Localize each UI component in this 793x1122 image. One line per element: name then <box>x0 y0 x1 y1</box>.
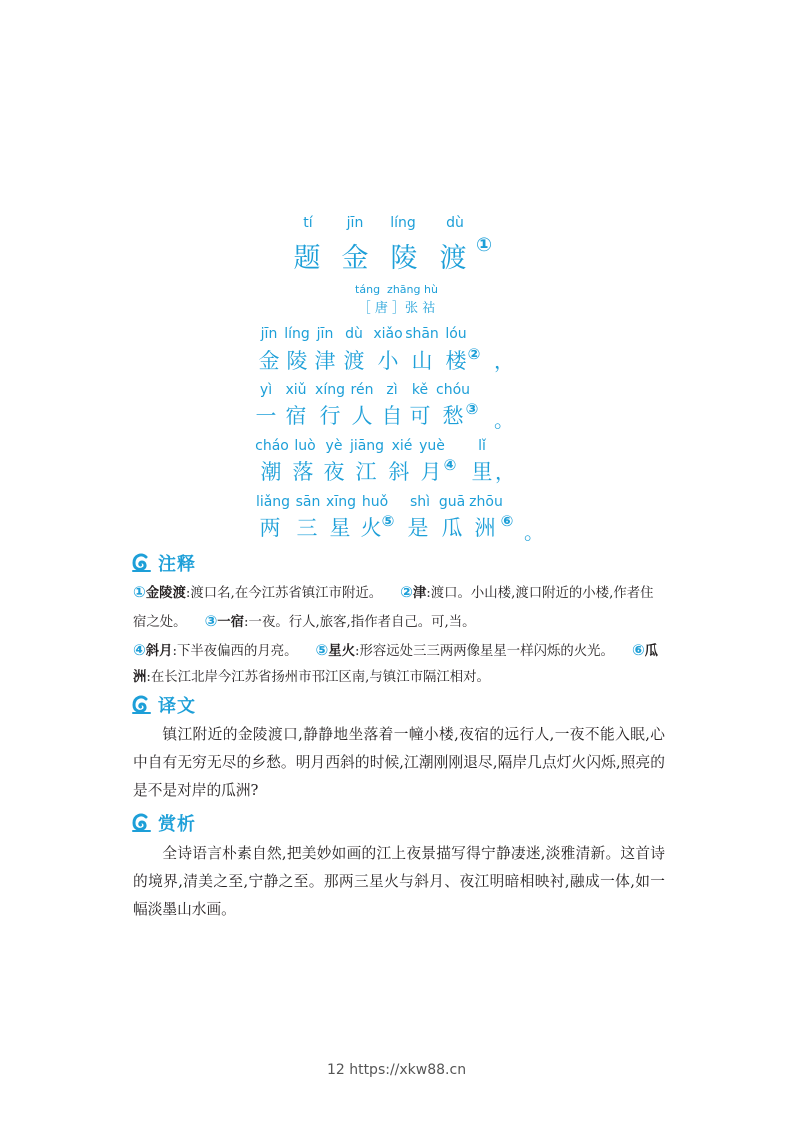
poem-char: 里 <box>471 460 493 484</box>
note-text: :渡口名,在今江苏省镇江市附近。 <box>185 586 383 601</box>
poem-author: ［ 唐 ］张 祜 <box>357 301 436 316</box>
pinyin: jiāng <box>349 438 385 454</box>
note-number: ② <box>400 583 413 601</box>
note-item <box>204 611 476 630</box>
note-text: :一夜。行人,旅客,指作者自己。可,当。 <box>244 614 476 630</box>
note-number: ⑥ <box>631 640 645 659</box>
pinyin: chóu <box>435 382 471 398</box>
notes-heading <box>130 551 196 575</box>
pinyin: cháo <box>255 438 289 454</box>
notes-list <box>133 579 665 692</box>
pinyin: rén <box>350 382 374 398</box>
note-marker: ④ <box>443 456 457 474</box>
poem-line-3 <box>0 456 793 486</box>
pinyin: dù <box>345 326 363 342</box>
note-marker: ① <box>476 234 493 256</box>
pinyin: shì <box>409 494 431 510</box>
poem-char: 可 <box>409 404 431 428</box>
poem-char: 潮 <box>260 460 282 484</box>
poem-char: 江 <box>355 460 377 484</box>
pinyin: xiǔ <box>285 382 307 398</box>
poem-char: 山 <box>411 349 433 373</box>
note-term: 津 <box>412 586 427 601</box>
note-term: 斜月 <box>145 643 173 659</box>
appreciation-text: 全诗语言朴素自然,把美妙如画的江上夜景描写得宁静凄迷,淡雅清新。这首诗的境界,清美之至,宁静之至。那两三星火与斜月、夜江明暗相映衬,融成一体,如一幅淡墨山水画。 <box>133 845 665 918</box>
poem-char: 星 <box>329 516 351 540</box>
poem-char: 一 <box>255 404 277 428</box>
poem-char: 渡 <box>343 349 365 373</box>
title-char: 金 <box>341 243 369 274</box>
note-marker: ③ <box>465 400 479 418</box>
note-marker: ⑥ <box>500 512 514 530</box>
note-term: 金陵渡 <box>145 586 186 601</box>
note-item <box>133 640 298 659</box>
page-footer: 12 https://xkw88.cn <box>326 1062 467 1078</box>
note-number: ⑤ <box>315 640 329 659</box>
pinyin: zì <box>386 382 398 398</box>
punctuation: 。 <box>494 408 514 432</box>
note-term: 一宿 <box>217 614 245 630</box>
poem-char: 愁 <box>442 404 464 428</box>
line-4-pinyin <box>0 494 793 510</box>
pinyin: xīng <box>326 494 356 510</box>
note-text: :下半夜偏西的月亮。 <box>172 643 298 659</box>
pinyin: luò <box>294 438 316 454</box>
note-marker: ⑤ <box>381 512 395 530</box>
title-char: 陵 <box>390 243 418 274</box>
pinyin: tí <box>303 215 313 231</box>
poem-char: 瓜 <box>441 516 463 540</box>
pinyin: xié <box>391 438 413 454</box>
swirl-icon <box>130 812 152 834</box>
punctuation: ， <box>494 349 514 373</box>
translation-heading <box>130 693 196 717</box>
pinyin: jīn <box>346 215 364 231</box>
pinyin: guā <box>438 494 466 510</box>
poem-char: 是 <box>407 516 429 540</box>
pinyin: dù <box>446 215 464 231</box>
poem-char: 斜 <box>388 460 410 484</box>
poem-char: 三 <box>296 516 318 540</box>
poem-char: 行 <box>319 404 341 428</box>
poem-char: 楼 <box>445 349 467 373</box>
swirl-icon <box>130 694 152 716</box>
poem-char: 小 <box>377 349 399 373</box>
pinyin: kě <box>411 382 429 398</box>
pinyin: xiǎo <box>373 326 403 342</box>
poem-line-2 <box>0 400 793 430</box>
pinyin: huǒ <box>361 494 389 510</box>
note-text: :形容远处三三两两像星星一样闪烁的火光。 <box>355 643 614 659</box>
punctuation: ， <box>495 460 515 484</box>
poem-char: 陵 <box>286 349 308 373</box>
pinyin: yuè <box>419 438 445 454</box>
pinyin: xíng <box>315 382 345 398</box>
poem-line-4 <box>0 512 793 542</box>
poem-char: 宿 <box>285 404 307 428</box>
note-item <box>315 640 614 659</box>
pinyin: jīn <box>260 326 278 342</box>
poem-char: 月 <box>420 460 442 484</box>
appreciation-heading <box>130 811 196 835</box>
swirl-icon <box>130 552 152 574</box>
author-pinyin: táng zhāng hù <box>355 283 438 296</box>
pinyin: líng <box>284 326 310 342</box>
section-title: 赏析 <box>158 814 196 835</box>
poem-char: 津 <box>314 349 336 373</box>
translation-text: 镇江附近的金陵渡口,静静地坐落着一幢小楼,夜宿的远行人,一夜不能入眠,心中自有无穷无尽的乡愁。明月西斜的时候,江潮刚刚退尽,隔岸几点灯火闪烁,照亮的是不是对岸的瓜洲? <box>133 726 665 799</box>
poem-char: 落 <box>292 460 314 484</box>
pinyin: yì <box>259 382 273 398</box>
title-char: 题 <box>293 243 321 274</box>
section-title: 注释 <box>158 554 196 575</box>
note-term: 瓜洲 <box>133 643 659 686</box>
line-1-pinyin <box>0 326 793 342</box>
pinyin: lóu <box>445 326 467 342</box>
poem-char: 自 <box>381 404 403 428</box>
poem-char: 金 <box>258 349 280 373</box>
pinyin: líng <box>390 215 416 231</box>
poem-char: 夜 <box>323 460 345 484</box>
poem-char: 洲 <box>474 516 496 540</box>
poem-char: 两 <box>259 516 281 540</box>
poem-line-1 <box>0 345 793 375</box>
pinyin: jīn <box>316 326 334 342</box>
pinyin: sān <box>295 494 321 510</box>
line-2-pinyin <box>0 382 793 398</box>
pinyin: lǐ <box>478 438 486 454</box>
note-text: :渡口。小山楼,渡口附近的小楼,作者住宿之处。 <box>133 586 654 630</box>
section-title: 译文 <box>158 696 196 717</box>
note-text: :在长江北岸今江苏省扬州市邗江区南,与镇江市隔江相对。 <box>146 670 490 686</box>
poem-char: 人 <box>351 404 373 428</box>
note-number: ① <box>133 583 146 601</box>
title-char: 渡 <box>439 243 467 274</box>
pinyin: shān <box>405 326 439 342</box>
note-number: ④ <box>133 640 146 659</box>
poem-title <box>0 236 793 272</box>
note-marker: ② <box>467 345 481 363</box>
title-pinyin <box>0 215 793 231</box>
pinyin: liǎng <box>255 494 291 510</box>
note-item <box>133 583 383 601</box>
punctuation: 。 <box>524 520 544 544</box>
line-3-pinyin <box>0 438 793 454</box>
pinyin: yè <box>325 438 343 454</box>
note-number: ③ <box>204 611 218 630</box>
pinyin: zhōu <box>469 494 503 510</box>
poem-char: 火 <box>360 516 382 540</box>
note-term: 星火 <box>328 643 355 659</box>
